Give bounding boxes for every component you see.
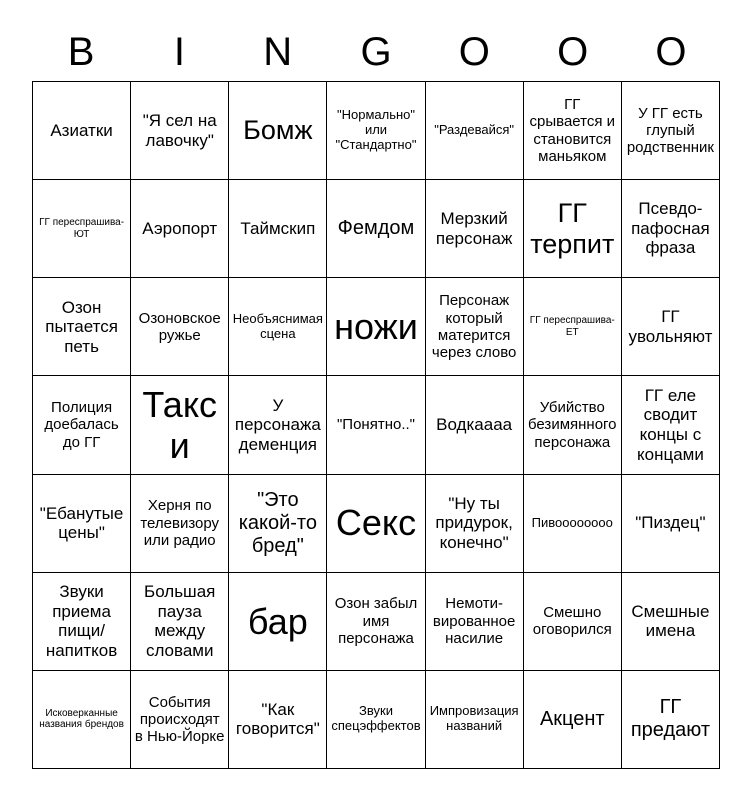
header-letter: B bbox=[67, 30, 95, 74]
bingo-cell[interactable]: Немоти-вированное насилие bbox=[426, 573, 524, 671]
bingo-cell[interactable]: Аэропорт bbox=[131, 180, 229, 278]
bingo-cell[interactable]: "Я сел на лавочку" bbox=[131, 82, 229, 180]
header-letter: N bbox=[263, 30, 293, 74]
bingo-cell[interactable]: Псевдо-пафосная фраза bbox=[622, 180, 720, 278]
bingo-cell[interactable]: Пивоооооооо bbox=[524, 475, 622, 573]
bingo-cell[interactable]: ГГ срывается и становится маньяком bbox=[524, 82, 622, 180]
bingo-cell[interactable]: Секс bbox=[327, 475, 425, 573]
bingo-cell[interactable]: ГГ еле сводит концы с концами bbox=[622, 376, 720, 474]
header-letter: O bbox=[655, 30, 687, 74]
bingo-cell[interactable]: Херня по телевизору или радио bbox=[131, 475, 229, 573]
bingo-cell[interactable]: Необъяснимая сцена bbox=[229, 278, 327, 376]
header-letter: O bbox=[458, 30, 490, 74]
bingo-cell[interactable]: ГГ предают bbox=[622, 671, 720, 769]
bingo-cell[interactable]: "Ну ты придурок, конечно" bbox=[426, 475, 524, 573]
bingo-cell[interactable]: Азиатки bbox=[33, 82, 131, 180]
bingo-cell[interactable]: ГГ переспрашива-ЕТ bbox=[524, 278, 622, 376]
bingo-cell[interactable]: Смешно оговорился bbox=[524, 573, 622, 671]
bingo-cell[interactable]: ГГ терпит bbox=[524, 180, 622, 278]
bingo-cell[interactable]: "Это какой-то бред" bbox=[229, 475, 327, 573]
bingo-cell[interactable]: Озон забыл имя персонажа bbox=[327, 573, 425, 671]
bingo-cell[interactable]: Озон пытается петь bbox=[33, 278, 131, 376]
header-letter: G bbox=[360, 30, 392, 74]
bingo-cell[interactable]: Убийство безимянного персонажа bbox=[524, 376, 622, 474]
header-letter: O bbox=[557, 30, 589, 74]
bingo-cell[interactable]: "Ебанутые цены" bbox=[33, 475, 131, 573]
bingo-cell[interactable]: У ГГ есть глупый родственник bbox=[622, 82, 720, 180]
bingo-cell[interactable]: "Нормально" или "Стандартно" bbox=[327, 82, 425, 180]
bingo-cell[interactable]: События происходят в Нью-Йорке bbox=[131, 671, 229, 769]
bingo-cell[interactable]: Водкаааа bbox=[426, 376, 524, 474]
bingo-cell[interactable]: ножи bbox=[327, 278, 425, 376]
bingo-cell[interactable]: Большая пауза между словами bbox=[131, 573, 229, 671]
bingo-cell[interactable]: Такси bbox=[131, 376, 229, 474]
bingo-cell[interactable]: Озоновское ружье bbox=[131, 278, 229, 376]
bingo-cell[interactable]: Полиция доебалась до ГГ bbox=[33, 376, 131, 474]
bingo-cell[interactable]: Бомж bbox=[229, 82, 327, 180]
bingo-cell[interactable]: Фемдом bbox=[327, 180, 425, 278]
bingo-cell[interactable]: ГГ увольняют bbox=[622, 278, 720, 376]
header-letter: I bbox=[173, 30, 185, 74]
bingo-cell[interactable]: Звуки приема пищи/ напитков bbox=[33, 573, 131, 671]
bingo-cell[interactable]: бар bbox=[229, 573, 327, 671]
bingo-cell[interactable]: Мерзкий персонаж bbox=[426, 180, 524, 278]
bingo-cell[interactable]: "Пиздец" bbox=[622, 475, 720, 573]
bingo-cell[interactable]: Акцент bbox=[524, 671, 622, 769]
bingo-cell[interactable]: ГГ переспрашива-ЮТ bbox=[33, 180, 131, 278]
bingo-cell[interactable]: Смешные имена bbox=[622, 573, 720, 671]
bingo-cell[interactable]: "Как говорится" bbox=[229, 671, 327, 769]
bingo-cell[interactable]: У персонажа деменция bbox=[229, 376, 327, 474]
bingo-cell[interactable]: Персонаж который матерится через слово bbox=[426, 278, 524, 376]
bingo-header bbox=[32, 22, 720, 82]
bingo-cell[interactable]: "Понятно.." bbox=[327, 376, 425, 474]
bingo-cell[interactable]: "Раздевайся" bbox=[426, 82, 524, 180]
bingo-cell[interactable]: Исковерканные названия брендов bbox=[33, 671, 131, 769]
bingo-board bbox=[32, 81, 720, 769]
bingo-cell[interactable]: Импровизация названий bbox=[426, 671, 524, 769]
bingo-cell[interactable]: Звуки спецэффектов bbox=[327, 671, 425, 769]
bingo-cell[interactable]: Таймскип bbox=[229, 180, 327, 278]
